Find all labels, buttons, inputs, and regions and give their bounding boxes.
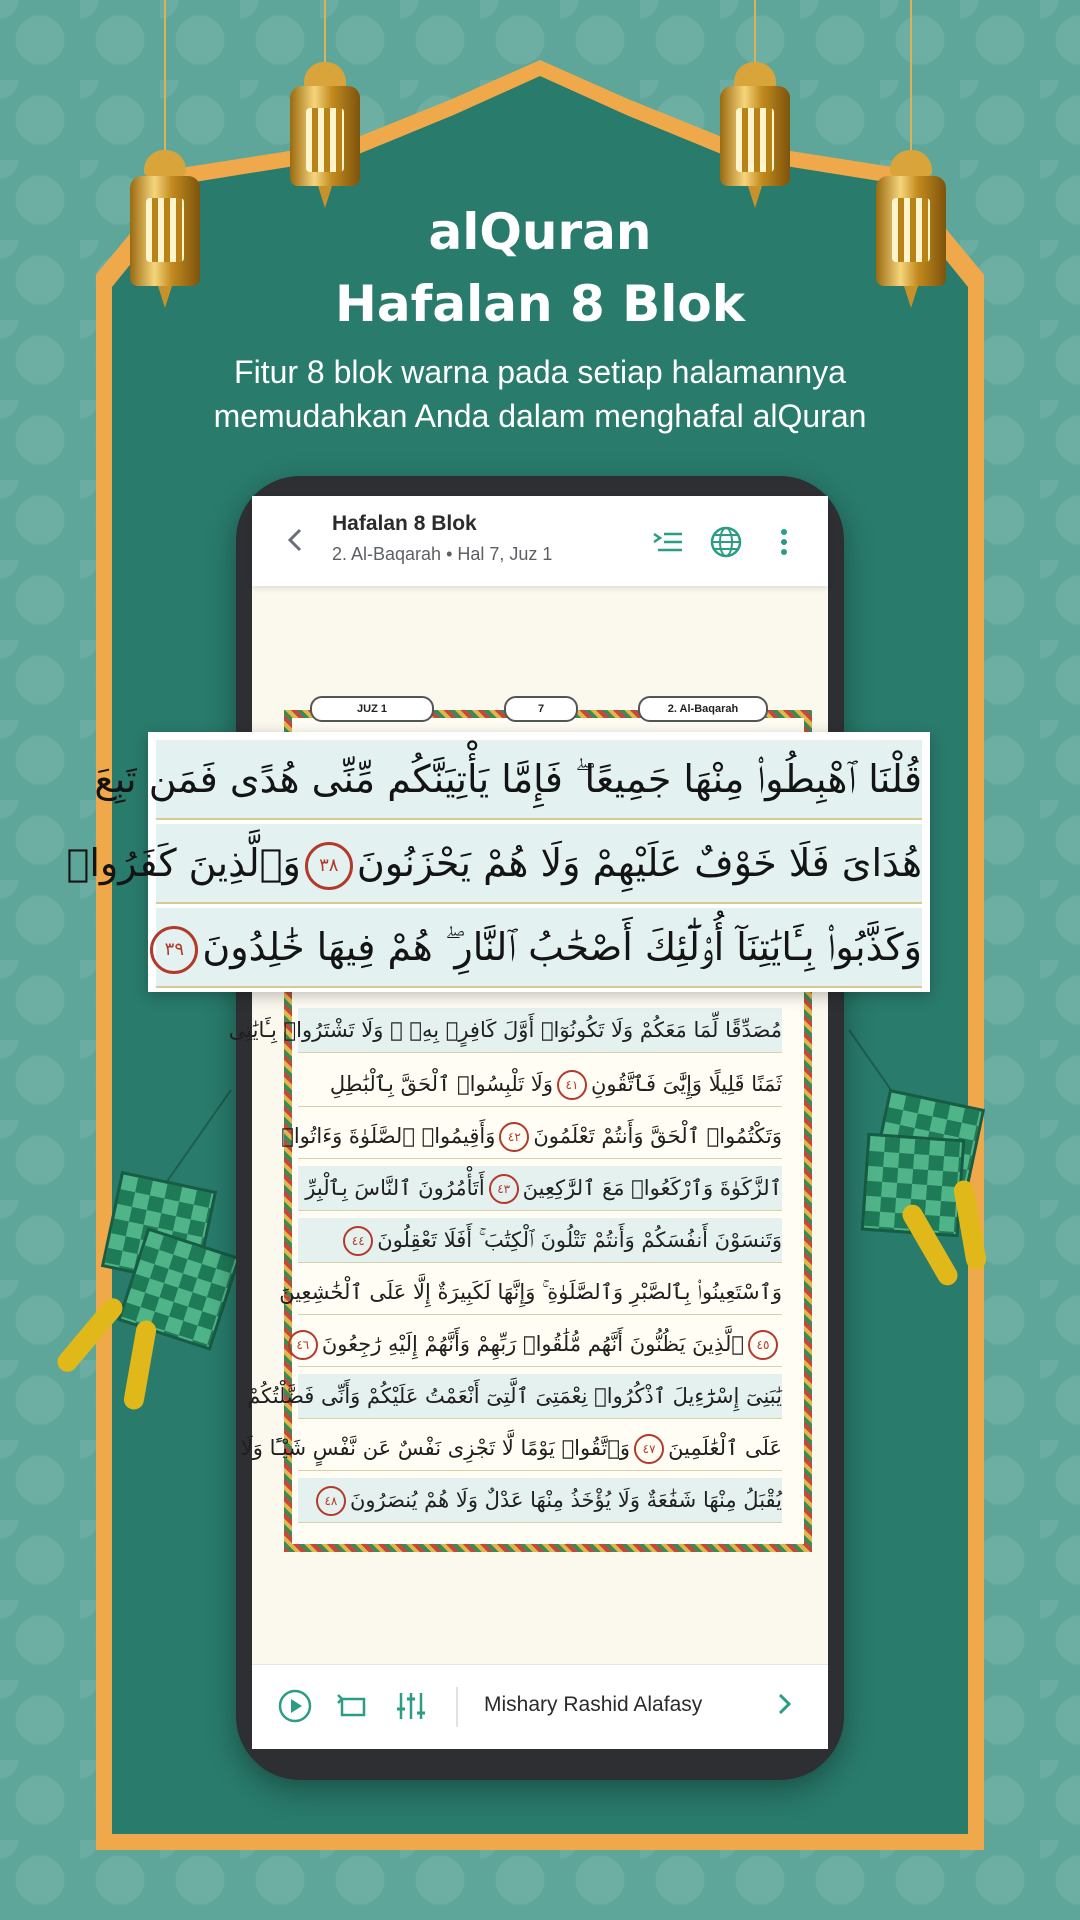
- ayah-number: ٤٢: [499, 1122, 529, 1152]
- ayah-number: ٣٨: [305, 842, 353, 890]
- ayah-line: وَٱسْتَعِينُوا۟ بِٱلصَّبْرِ وَٱلصَّلَوٰةِ ۚ وَإِنَّهَا لَكَبِيرَةٌ إِلَّا عَلَى ٱلْخَٰشِعِينَ: [298, 1270, 782, 1315]
- app-bar-title: Hafalan 8 Blok: [332, 512, 477, 535]
- promo-subtitle-line2: memudahkan Anda dalam menghafal alQuran: [213, 398, 867, 434]
- ayah-line: ثَمَنًا قَلِيلًا وَإِيَّٰىَ فَٱتَّقُونِ٤١وَلَا تَلْبِسُوا۟ ٱلْحَقَّ بِٱلْبَٰطِلِ: [298, 1062, 782, 1107]
- ayah-number: ٤٥: [748, 1330, 778, 1360]
- lantern-icon: [290, 0, 360, 220]
- zoom-line: هُدَاىَ فَلَا خَوْفٌ عَلَيْهِمْ وَلَا هُمْ يَحْزَنُونَ٣٨وَٱلَّذِينَ كَفَرُوا۟: [156, 824, 922, 904]
- zoom-line: قُلْنَا ٱهْبِطُوا۟ مِنْهَا جَمِيعًا ۖ فَإِمَّا يَأْتِيَنَّكُم مِّنِّى هُدًى فَمَن تَبِعَ: [156, 740, 922, 820]
- reciter-name[interactable]: Mishary Rashid Alafasy: [484, 1693, 703, 1716]
- ayah-line: ٤٥ٱلَّذِينَ يَظُنُّونَ أَنَّهُم مُّلَٰقُوا۟ رَبِّهِمْ وَأَنَّهُمْ إِلَيْهِ رَٰجِعُونَ٤٦: [298, 1322, 782, 1367]
- juz-label: JUZ 1: [310, 696, 434, 722]
- audio-player-bar: [252, 1664, 828, 1749]
- lantern-icon: [720, 0, 790, 220]
- globe-icon[interactable]: [708, 524, 744, 560]
- mushaf-header: [292, 696, 804, 722]
- ayah-number: ٣٩: [150, 926, 198, 974]
- chevron-right-icon[interactable]: [772, 1687, 796, 1729]
- list-icon[interactable]: [650, 524, 686, 560]
- play-icon[interactable]: [276, 1687, 314, 1725]
- ayah-line: مُصَدِّقًا لِّمَا مَعَكُمْ وَلَا تَكُونُوٓا۟ أَوَّلَ كَافِرٍۭ بِهِۦ ۖ وَلَا تَشْتَرُوا۟ بِـَٔايَٰتِى: [298, 1008, 782, 1053]
- ayah-number: ٤١: [557, 1070, 587, 1100]
- ayah-number: ٤٣: [489, 1174, 519, 1204]
- more-vert-icon[interactable]: [766, 524, 802, 560]
- page-number: 7: [504, 696, 578, 722]
- ayah-number: ٤٧: [634, 1434, 664, 1464]
- equalizer-icon[interactable]: [392, 1687, 430, 1725]
- phone-screen: [228, 496, 828, 1748]
- promo-title-line1: alQuran: [428, 203, 652, 261]
- zoomed-ayah-card: [66, 732, 930, 992]
- ayah-number: ٤٤: [343, 1226, 373, 1256]
- ayah-line: وَتَكْتُمُوا۟ ٱلْحَقَّ وَأَنتُمْ تَعْلَمُونَ٤٢وَأَقِيمُوا۟ ٱلصَّلَوٰةَ وَءَاتُوا۟: [298, 1114, 782, 1159]
- ayah-number: ٤٨: [316, 1486, 346, 1516]
- surah-label: 2. Al-Baqarah: [638, 696, 768, 722]
- ayah-line: يُقْبَلُ مِنْهَا شَفَٰعَةٌ وَلَا يُؤْخَذُ مِنْهَا عَدْلٌ وَلَا هُمْ يُنصَرُونَ٤٨: [298, 1478, 782, 1523]
- promo-subtitle-line1: Fitur 8 blok warna pada setiap halamannya: [234, 354, 846, 390]
- ayah-line: عَلَى ٱلْعَٰلَمِينَ٤٧وَٱتَّقُوا۟ يَوْمًا لَّا تَجْزِى نَفْسٌ عَن نَّفْسٍ شَيْـًٔا وَلَا: [298, 1426, 782, 1471]
- divider: [456, 1687, 458, 1727]
- app-bar: [252, 496, 828, 586]
- promo-title-line2: Hafalan 8 Blok: [334, 275, 745, 333]
- zoom-line: وَكَذَّبُوا۟ بِـَٔايَٰتِنَآ أُو۟لَٰٓئِكَ أَصْحَٰبُ ٱلنَّارِ ۖ هُمْ فِيهَا خَٰلِدُونَ٣٩: [156, 908, 922, 988]
- repeat-icon[interactable]: [334, 1687, 372, 1725]
- back-icon[interactable]: [280, 522, 310, 558]
- ayah-line: ٱلزَّكَوٰةَ وَٱرْكَعُوا۟ مَعَ ٱلرَّٰكِعِينَ٤٣أَتَأْمُرُونَ ٱلنَّاسَ بِٱلْبِرِّ: [298, 1166, 782, 1211]
- app-bar-subtitle: 2. Al-Baqarah • Hal 7, Juz 1: [332, 544, 553, 564]
- ayah-line: يَٰبَنِىٓ إِسْرَٰٓءِيلَ ٱذْكُرُوا۟ نِعْمَتِىَ ٱلَّتِىٓ أَنْعَمْتُ عَلَيْكُمْ وَأَنِّى فَضَّلْتُكُمْ: [298, 1374, 782, 1419]
- ayah-line: وَتَنسَوْنَ أَنفُسَكُمْ وَأَنتُمْ تَتْلُونَ ٱلْكِتَٰبَ ۚ أَفَلَا تَعْقِلُونَ٤٤: [298, 1218, 782, 1263]
- ayah-number: ٤٦: [288, 1330, 318, 1360]
